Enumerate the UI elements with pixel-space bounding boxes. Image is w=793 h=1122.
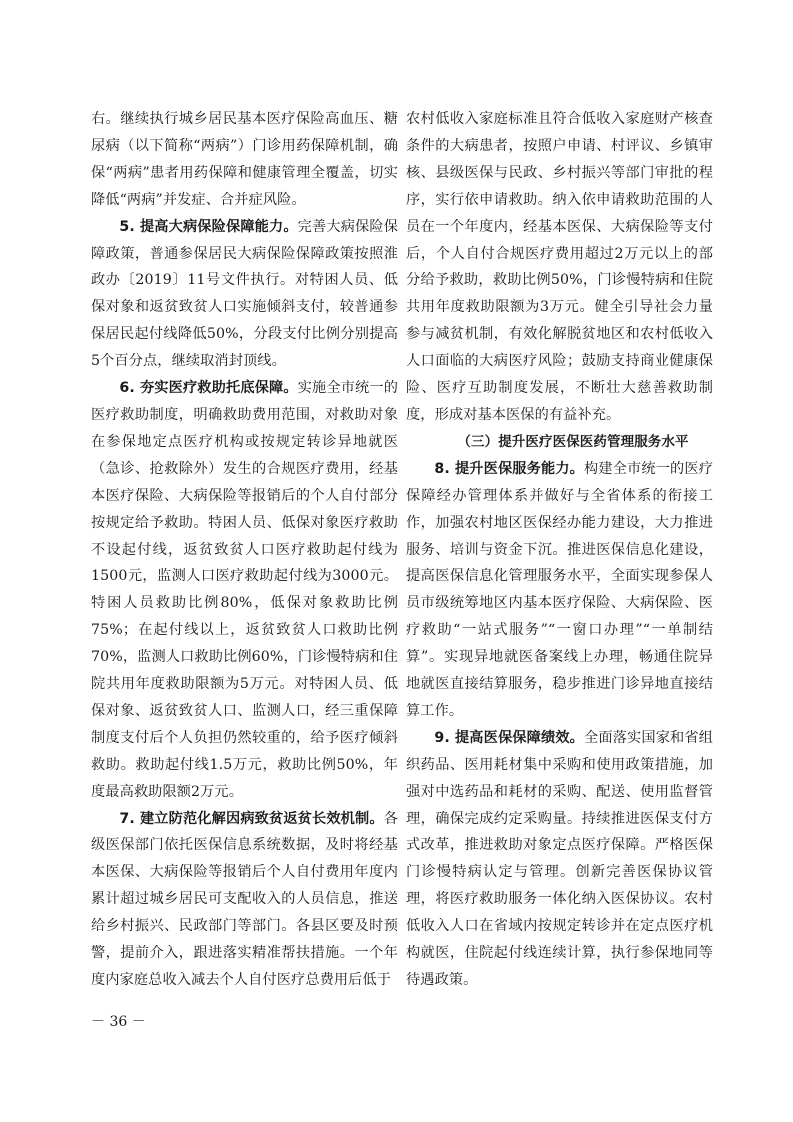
paragraph-heading: 6. 夯实医疗救助托底保障。	[119, 380, 298, 397]
section-heading: （三）提升医疗医保医药管理服务水平	[457, 433, 689, 450]
paragraph-9	[406, 725, 713, 994]
paragraph-continued	[91, 106, 398, 214]
right-column	[406, 106, 713, 994]
paragraph-text: 构建全市统一的医疗保障经办管理体系并做好与全省体系的衔接工作，加强农村地区医保经办能力建设，大力推进服务、培训与资金下沉。推进医保信息化建设，提高医保信息化管理服务水平，全面实现参保人员市级统筹地区内基本医疗保险、大病保险、医疗救助“一站式服务”“一窗口办理”“一单制结算”。实现异地就医备案线上办理，畅通住院异地就医直接结算服务，稳步推进门诊异地直接结算工作。	[406, 460, 713, 719]
paragraph-8	[406, 456, 713, 725]
left-column	[91, 106, 398, 994]
paragraph-7	[91, 806, 398, 994]
paragraph-5	[91, 214, 398, 375]
paragraph-text: 农村低收入家庭标准且符合低收入家庭财产核查条件的大病患者，按照户申请、村评议、乡镇审核、县级医保与民政、乡村振兴等部门审批的程序，实行依申请救助。纳入依申请救助范围的人员在一个年度内，经基本医保、大病保险等支付后，个人自付合规医疗费用超过2万元以上的部分给予救助，救助比例50%，门诊慢特病和住院共用年度救助限额为3万元。健全引导社会力量参与减贫机制，有效化解脱贫地区和农村低收入人口面临的大病医疗风险；鼓励支持商业健康保险、医疗互助制度发展，不断壮大慈善救助制度，形成对基本医保的有益补充。	[406, 111, 713, 423]
paragraph-text: 右。继续执行城乡居民基本医疗保险高血压、糖尿病（以下简称“两病”）门诊用药保障机制，确保“两病”患者用药保障和健康管理全覆盖，切实降低“两病”并发症、合并症风险。	[91, 111, 398, 208]
paragraph-text: 实施全市统一的医疗救助制度，明确救助费用范围，对救助对象在参保地定点医疗机构或按规定转诊异地就医（急诊、抢救除外）发生的合规医疗费用，经基本医疗保险、大病保险等报销后的个人自付部分按规定给予救助。特困人员、低保对象医疗救助不设起付线，返贫致贫人口医疗救助起付线为1500元，监测人口医疗救助起付线为3000元。特困人员救助比例80%，低保对象救助比例75%；在起付线以上，返贫致贫人口救助比例70%，监测人口救助比例60%，门诊慢特病和住院共用年度救助限额为5万元。对特困人员、低保对象、返贫致贫人口、监测人口，经三重保障制度支付后个人负担仍然较重的，给予医疗倾斜救助。救助起付线1.5万元，救助比例50%，年度最高救助限额2万元。	[91, 380, 398, 800]
paragraph-text: 完善大病保险保障政策，普通参保居民大病保险保障政策按照淮政办〔2019〕11号文件执行。对特困人员、低保对象和返贫致贫人口实施倾斜支付，较普通参保居民起付线降低50%，分段支付比例分别提高5个百分点，继续取消封顶线。	[91, 218, 398, 370]
paragraph-heading: 9. 提高医保保障绩效。	[434, 729, 584, 746]
paragraph-heading: 8. 提升医保服务能力。	[434, 460, 584, 477]
paragraph-heading: 5. 提高大病保险保障能力。	[119, 218, 298, 235]
paragraph-6	[91, 375, 398, 806]
page-number: － 36 －	[91, 1014, 146, 1030]
paragraph-text: 全面落实国家和省组织药品、医用耗材集中采购和使用政策措施，加强对中选药品和耗材的采购、配送、使用监督管理，确保完成约定采购量。持续推进医保支付方式改革，推进救助对象定点医疗保障。严格医保门诊慢特病认定与管理。创新完善医保协议管理，将医疗救助服务一体化纳入医保协议。农村低收入人口在省域内按规定转诊并在定点医疗机构就医，住院起付线连续计算，执行参保地同等待遇政策。	[406, 729, 713, 988]
paragraph-heading: 7. 建立防范化解因病致贫返贫长效机制。	[119, 810, 384, 827]
paragraph-text: 各级医保部门依托医保信息系统数据，及时将经基本医保、大病保险等报销后个人自付费用年度内累计超过城乡居民可支配收入的人员信息，推送给乡村振兴、民政部门等部门。各县区要及时预警，提前介入，跟进落实精准帮扶措施。一个年度内家庭总收入减去个人自付医疗总费用后低于	[91, 810, 398, 988]
paragraph-continued	[406, 106, 713, 429]
